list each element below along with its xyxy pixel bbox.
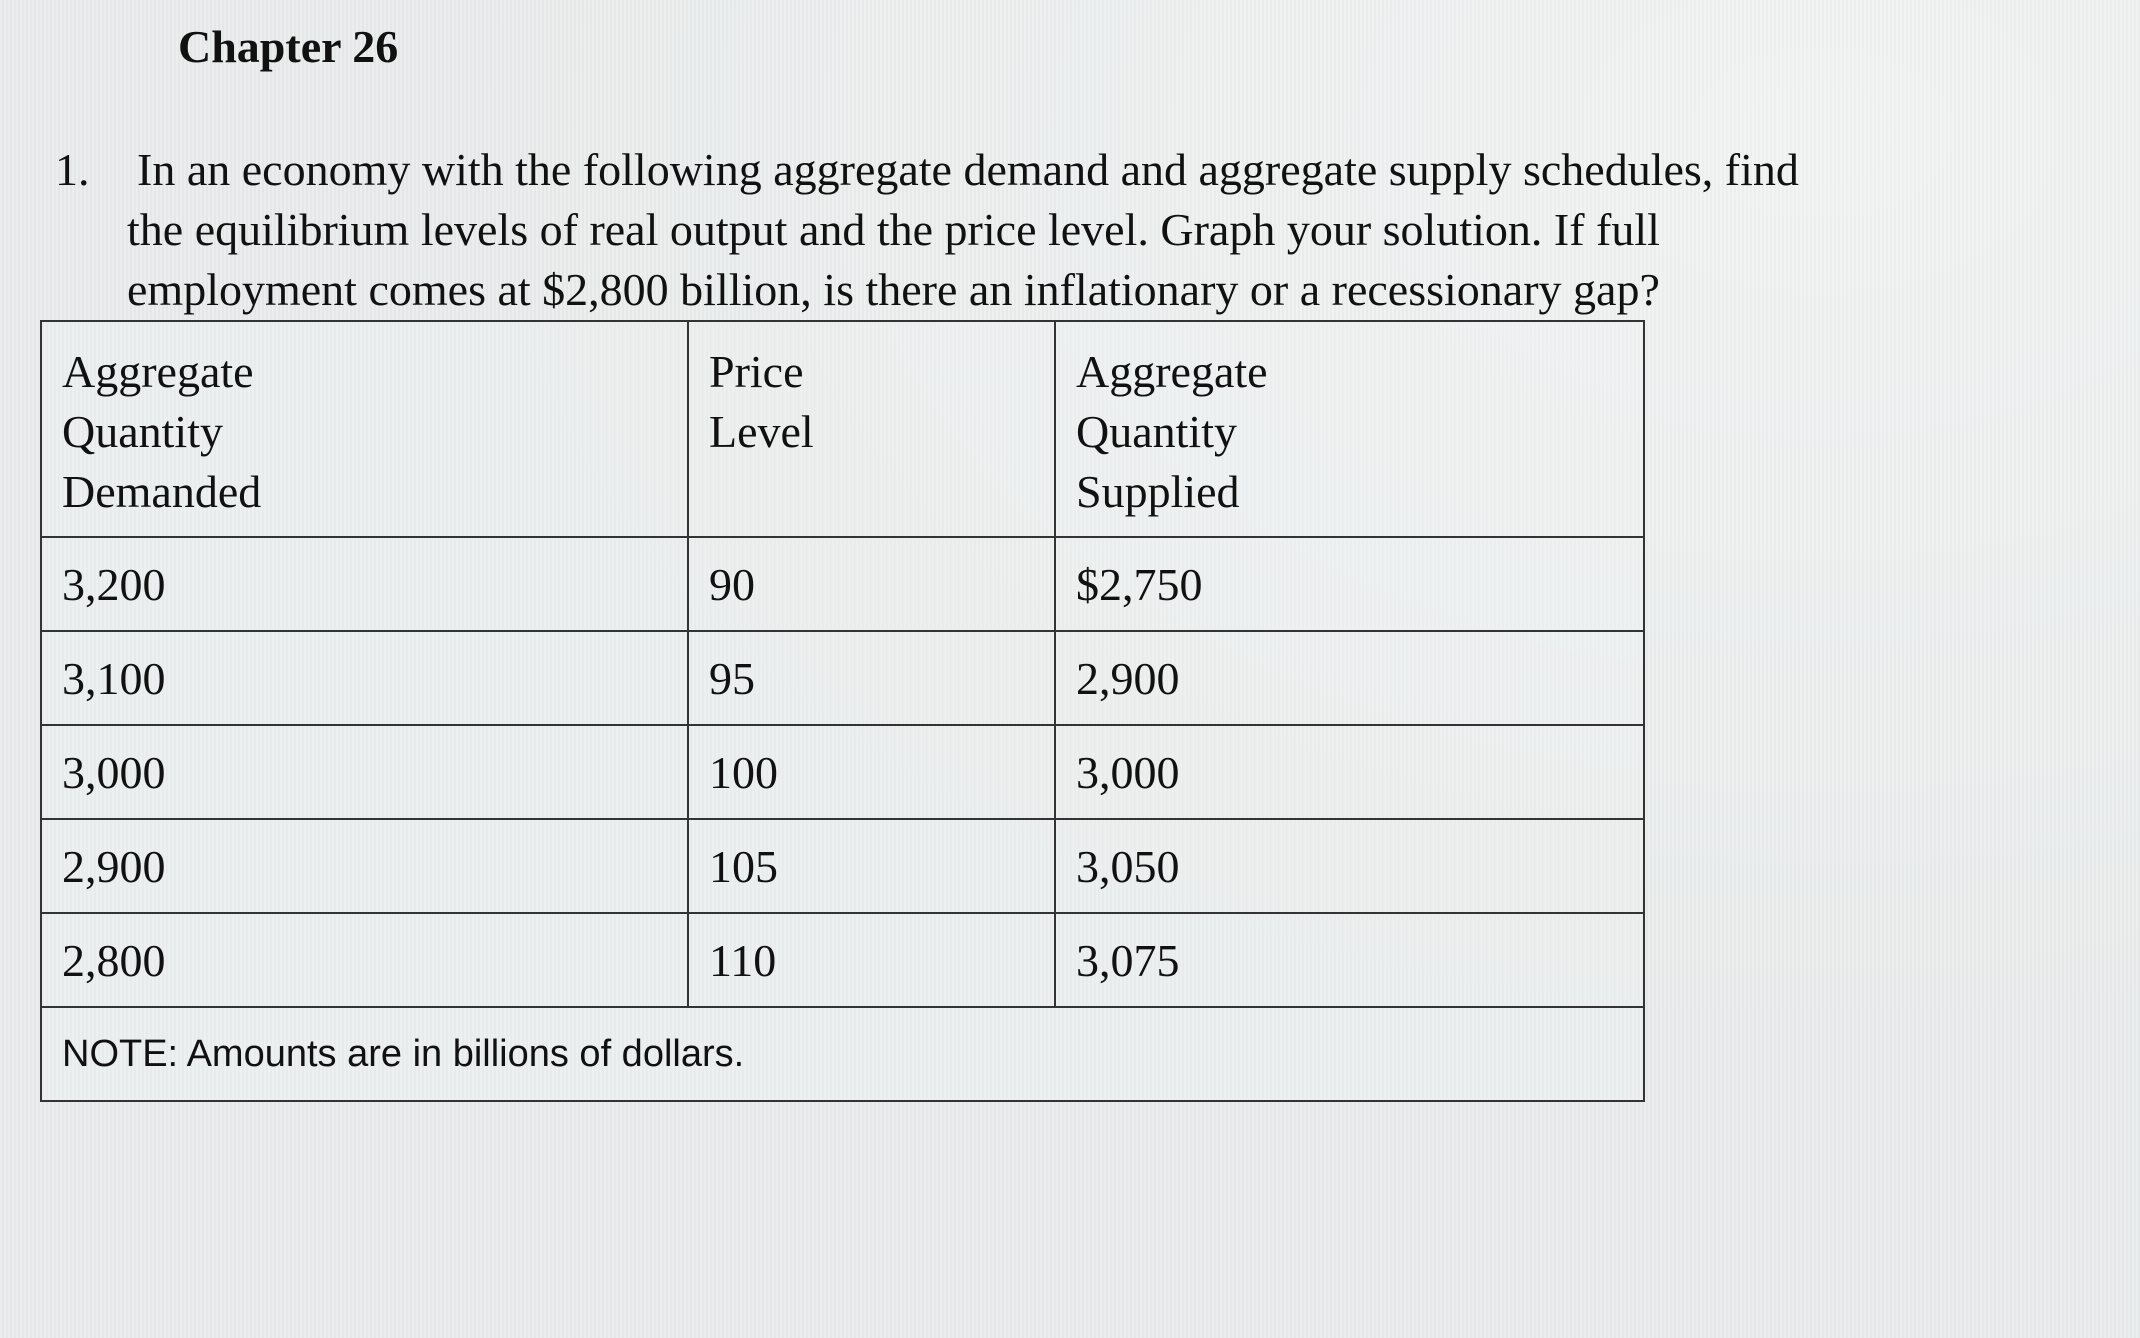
question-1 [55, 140, 1955, 320]
header-line: Quantity [1076, 406, 1237, 457]
price-level-cell: 105 [688, 819, 1055, 913]
header-price-level [688, 321, 1055, 537]
quantity-demanded-cell: 2,800 [41, 913, 688, 1007]
quantity-demanded-cell: 2,900 [41, 819, 688, 913]
price-level-cell: 100 [688, 725, 1055, 819]
price-level-cell: 95 [688, 631, 1055, 725]
header-line: Level [709, 406, 814, 457]
quantity-demanded-cell: 3,100 [41, 631, 688, 725]
table-row [41, 913, 1644, 1007]
question-line: In an economy with the following aggregate demand and aggregate supply schedules, find [137, 144, 1799, 195]
table-row [41, 819, 1644, 913]
quantity-supplied-cell: 3,000 [1055, 725, 1644, 819]
quantity-supplied-cell: 3,050 [1055, 819, 1644, 913]
header-line: Price [709, 346, 804, 397]
table-row [41, 725, 1644, 819]
header-aggregate-quantity-demanded [41, 321, 688, 537]
quantity-supplied-cell: $2,750 [1055, 537, 1644, 631]
quantity-demanded-cell: 3,200 [41, 537, 688, 631]
question-line: the equilibrium levels of real output and the price level. Graph your solution. If full [127, 204, 1660, 255]
table-header-row [41, 321, 1644, 537]
price-level-cell: 90 [688, 537, 1055, 631]
header-line: Aggregate [1076, 346, 1268, 397]
quantity-supplied-cell: 3,075 [1055, 913, 1644, 1007]
quantity-demanded-cell: 3,000 [41, 725, 688, 819]
quantity-supplied-cell: 2,900 [1055, 631, 1644, 725]
table-note: NOTE: Amounts are in billions of dollars. [41, 1007, 1644, 1101]
chapter-title: Chapter 26 [178, 21, 399, 72]
header-aggregate-quantity-supplied [1055, 321, 1644, 537]
ad-as-schedule-table [40, 320, 1645, 1102]
question-number: 1. [55, 144, 90, 195]
table-note-row [41, 1007, 1644, 1101]
header-line: Aggregate [62, 346, 254, 397]
table-row [41, 537, 1644, 631]
header-line: Supplied [1076, 466, 1240, 517]
table-row [41, 631, 1644, 725]
question-line: employment comes at $2,800 billion, is there an inflationary or a recessionary gap? [127, 264, 1660, 315]
question-text [127, 140, 1947, 320]
header-line: Quantity [62, 406, 223, 457]
header-line: Demanded [62, 466, 262, 517]
price-level-cell: 110 [688, 913, 1055, 1007]
